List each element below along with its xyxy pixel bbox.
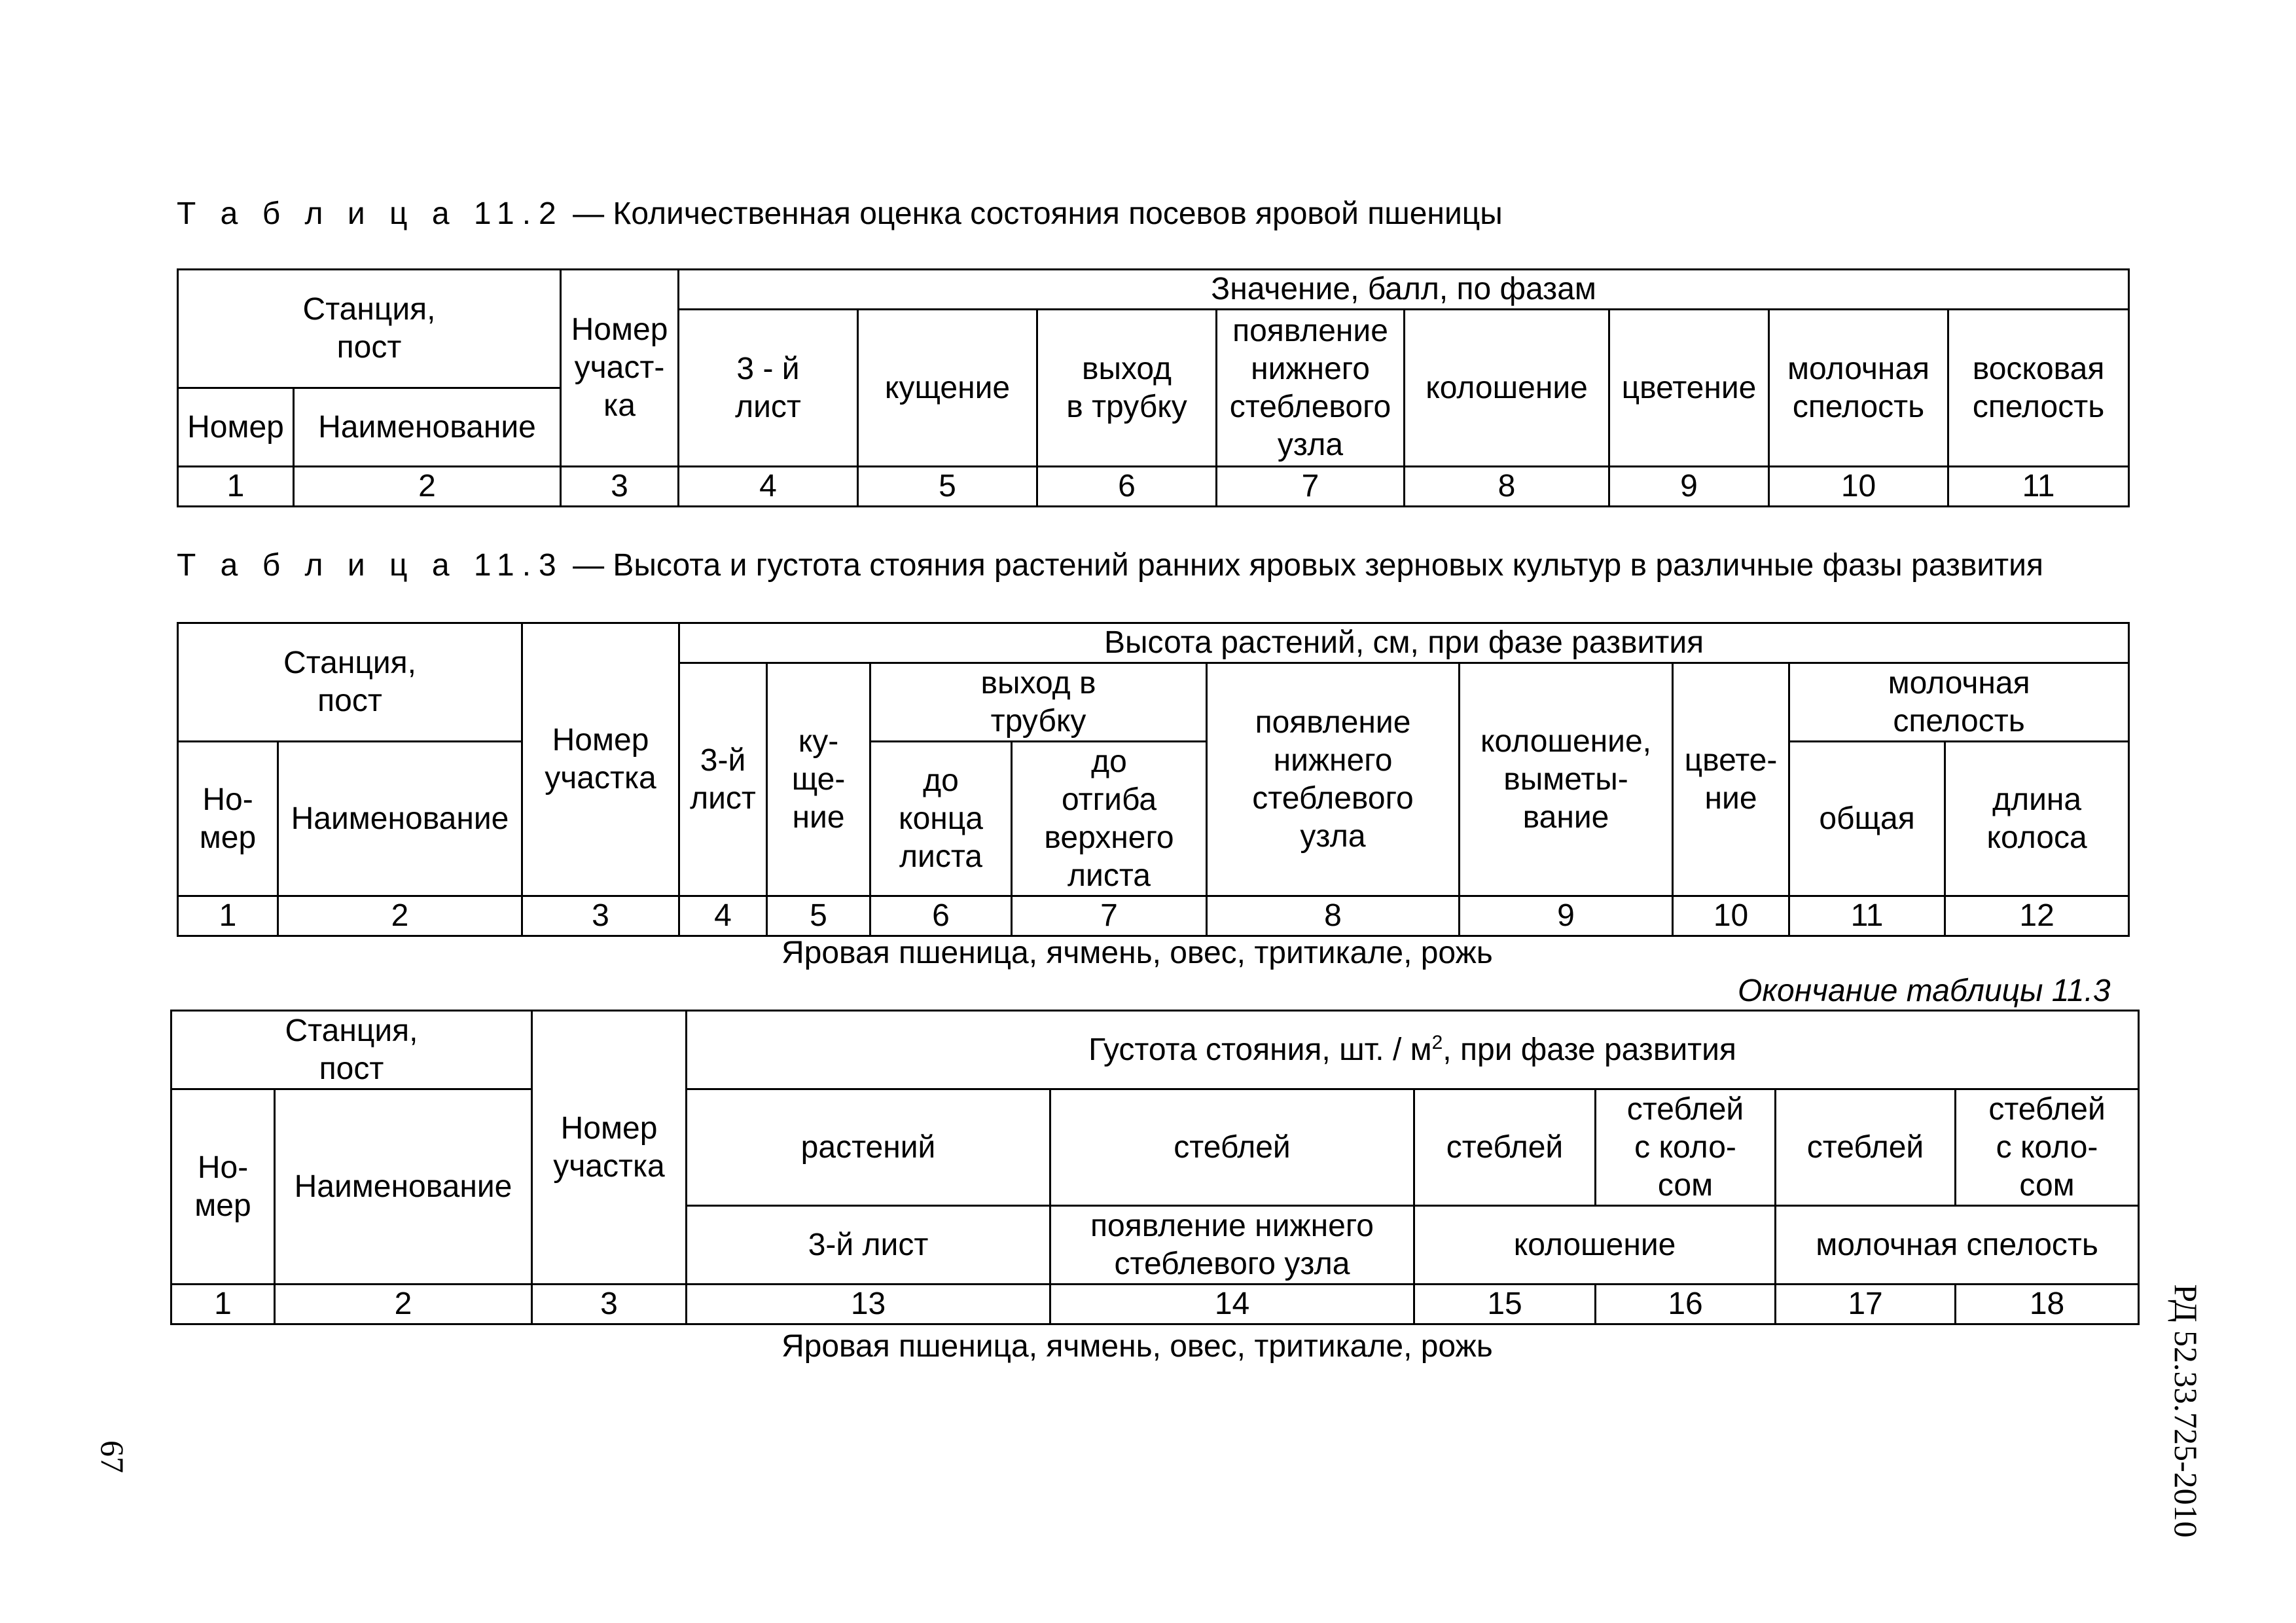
table-11-3-continuation (170, 1010, 2140, 1325)
phase-3rd-leaf: 3-й лист (679, 663, 767, 896)
booting-upper-leaf: до отгиба верхнего листа (1012, 742, 1207, 896)
density-stems: стеблей (1050, 1089, 1414, 1206)
phase-heading: колошение, выметы- вание (1460, 663, 1673, 896)
phase-milk-ripeness: молочная спелость (1776, 1206, 2139, 1285)
number-header: Номер (178, 388, 294, 467)
station-header: Станция, пост (178, 623, 522, 742)
plot-number-header: Номер участка (532, 1011, 687, 1285)
col-number: 7 (1217, 467, 1405, 507)
height-header: Высота растений, см, при фазе развития (679, 623, 2129, 663)
col-number: 5 (767, 896, 870, 936)
phase-booting: выход в трубку (1037, 310, 1217, 467)
col-number: 11 (1948, 467, 2129, 507)
plot-number-header: Номер участка (522, 623, 679, 896)
density-stems: стеблей (1776, 1089, 1956, 1206)
phase-heading: колошение (1414, 1206, 1776, 1285)
crops-note: Яровая пшеница, ячмень, овес, тритикале, рожь (781, 936, 1493, 970)
col-number: 1 (171, 1285, 275, 1324)
number-header: Но- мер (178, 742, 278, 896)
number-header: Но- мер (171, 1089, 275, 1285)
phase-3rd-leaf: 3 - й лист (679, 310, 858, 467)
col-number: 4 (679, 896, 767, 936)
phase-heading: колошение (1405, 310, 1609, 467)
table-11-2 (177, 268, 2130, 507)
milk-total: общая (1789, 742, 1945, 896)
table-11-2-title: — Количественная оценка состояния посевов яровой пшеницы (573, 196, 1503, 231)
col-number: 3 (522, 896, 679, 936)
col-number: 2 (278, 896, 522, 936)
col-number: 1 (178, 467, 294, 507)
name-header: Наименование (294, 388, 561, 467)
col-number: 15 (1414, 1285, 1596, 1324)
col-number: 6 (870, 896, 1012, 936)
table-11-2-caption (177, 198, 1503, 230)
col-number: 3 (561, 467, 679, 507)
col-number: 14 (1050, 1285, 1414, 1324)
table-11-3-caption (177, 550, 2043, 581)
col-number: 3 (532, 1285, 687, 1324)
document-code: РД 52.33.725-2010 (2168, 1284, 2204, 1538)
page-number: 67 (94, 1440, 131, 1473)
phase-wax-ripeness: восковая спелость (1948, 310, 2129, 467)
phase-node: появление нижнего стеблевого узла (1217, 310, 1405, 467)
col-number: 9 (1609, 467, 1769, 507)
col-number: 17 (1776, 1285, 1956, 1324)
name-header: Наименование (275, 1089, 532, 1285)
col-number: 2 (294, 467, 561, 507)
col-number: 18 (1956, 1285, 2139, 1324)
col-number: 5 (858, 467, 1037, 507)
continuation-label: Окончание таблицы 11.3 (1738, 974, 2111, 1008)
station-header: Станция, пост (171, 1011, 532, 1089)
col-number: 9 (1460, 896, 1673, 936)
phase-flowering: цветение (1609, 310, 1769, 467)
col-number: 2 (275, 1285, 532, 1324)
density-stems-with-ear: стеблей с коло- сом (1596, 1089, 1776, 1206)
col-number: 10 (1769, 467, 1948, 507)
col-number: 13 (687, 1285, 1050, 1324)
phase-node: появление нижнего стеблевого узла (1207, 663, 1460, 896)
col-number: 6 (1037, 467, 1217, 507)
density-stems: стеблей (1414, 1089, 1596, 1206)
values-by-phase-header: Значение, балл, по фазам (679, 270, 2129, 310)
col-number: 7 (1012, 896, 1207, 936)
phase-milk-ripeness: молочная спелость (1789, 663, 2129, 742)
phase-3rd-leaf: 3-й лист (687, 1206, 1050, 1285)
name-header: Наименование (278, 742, 522, 896)
density-stems-with-ear: стеблей с коло- сом (1956, 1089, 2139, 1206)
phase-booting: выход в трубку (870, 663, 1207, 742)
col-number: 12 (1945, 896, 2129, 936)
density-header: Густота стояния, шт. / $м^2$, при фазе развития (687, 1011, 2139, 1089)
col-number: 10 (1673, 896, 1789, 936)
plot-number-header: Номер участ- ка (561, 270, 679, 467)
phase-tillering: кущение (858, 310, 1037, 467)
col-number: 1 (178, 896, 278, 936)
table-11-3-label: Т а б л и ц а 11.3 (177, 548, 564, 583)
table-11-2-label: Т а б л и ц а 11.2 (177, 196, 564, 231)
density-plants: растений (687, 1089, 1050, 1206)
phase-milk-ripeness: молочная спелость (1769, 310, 1948, 467)
col-number: 8 (1207, 896, 1460, 936)
col-number: 11 (1789, 896, 1945, 936)
milk-ear-length: длина колоса (1945, 742, 2129, 896)
col-number: 4 (679, 467, 858, 507)
phase-tillering: ку- ще- ние (767, 663, 870, 896)
table-11-3 (177, 622, 2130, 937)
crops-note: Яровая пшеница, ячмень, овес, тритикале, рожь (781, 1329, 1493, 1364)
station-header: Станция, пост (178, 270, 561, 388)
col-number: 8 (1405, 467, 1609, 507)
table-11-3-title: — Высота и густота стояния растений ранних яровых зерновых культур в различные фазы развития (573, 548, 2043, 583)
col-number: 16 (1596, 1285, 1776, 1324)
phase-node: появление нижнего стеблевого узла (1050, 1206, 1414, 1285)
phase-flowering: цвете- ние (1673, 663, 1789, 896)
booting-leaf-end: до конца листа (870, 742, 1012, 896)
